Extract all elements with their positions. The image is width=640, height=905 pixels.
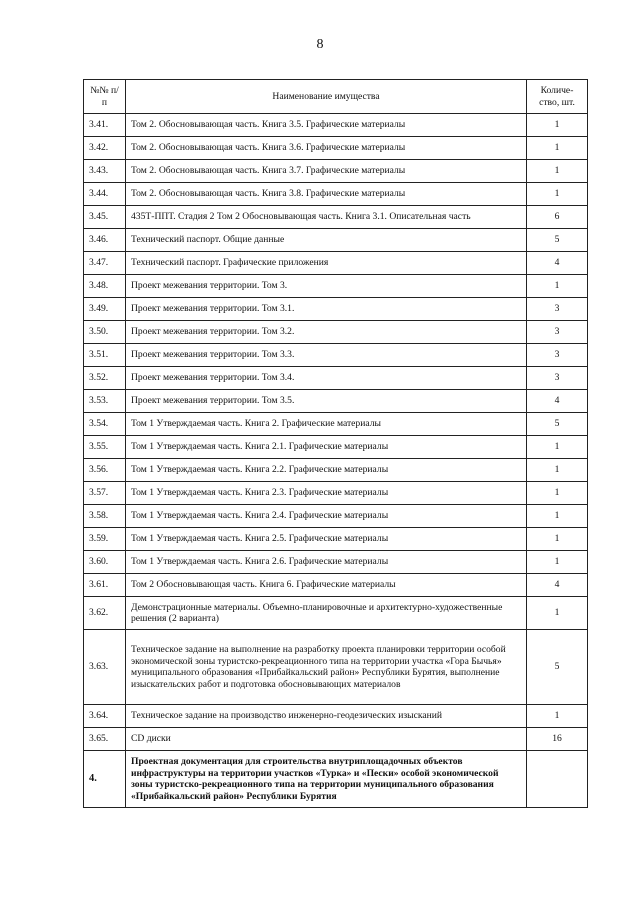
table-row — [84, 482, 588, 505]
row-number: 3.54. — [84, 413, 126, 436]
row-name: Том 1 Утверждаемая часть. Книга 2.6. Графические материалы — [126, 551, 527, 574]
row-name: Проект межевания территории. Том 3.5. — [126, 390, 527, 413]
row-quantity: 5 — [527, 413, 588, 436]
table-row — [84, 160, 588, 183]
row-number: 3.63. — [84, 630, 126, 705]
row-number: 3.50. — [84, 321, 126, 344]
row-number: 3.46. — [84, 229, 126, 252]
table-row — [84, 551, 588, 574]
row-name: Том 2. Обосновывающая часть. Книга 3.5. Графические материалы — [126, 114, 527, 137]
row-number: 3.59. — [84, 528, 126, 551]
table-row — [84, 344, 588, 367]
row-quantity: 3 — [527, 321, 588, 344]
row-number: 3.62. — [84, 597, 126, 630]
row-quantity: 1 — [527, 551, 588, 574]
table-row — [84, 183, 588, 206]
row-number: 3.51. — [84, 344, 126, 367]
row-number: 3.56. — [84, 459, 126, 482]
table-row — [84, 137, 588, 160]
row-name: Том 1 Утверждаемая часть. Книга 2. Графические материалы — [126, 413, 527, 436]
row-name: Том 2 Обосновывающая часть. Книга 6. Графические материалы — [126, 574, 527, 597]
table-row — [84, 298, 588, 321]
row-number: 3.45. — [84, 206, 126, 229]
row-quantity: 4 — [527, 574, 588, 597]
row-name: Том 1 Утверждаемая часть. Книга 2.2. Графические материалы — [126, 459, 527, 482]
table-row — [84, 229, 588, 252]
row-name: Проект межевания территории. Том 3.4. — [126, 367, 527, 390]
row-name: Проект межевания территории. Том 3.3. — [126, 344, 527, 367]
table-row — [84, 630, 588, 705]
row-quantity: 5 — [527, 630, 588, 705]
table-row — [84, 528, 588, 551]
row-number: 3.64. — [84, 705, 126, 728]
row-name: Проект межевания территории. Том 3.2. — [126, 321, 527, 344]
row-quantity: 16 — [527, 728, 588, 751]
row-name: Том 1 Утверждаемая часть. Книга 2.3. Графические материалы — [126, 482, 527, 505]
table-row — [84, 367, 588, 390]
row-name: Демонстрационные материалы. Объемно-планировочные и архитектурно-художественные решения (2 варианта) — [126, 597, 527, 630]
row-number: 3.58. — [84, 505, 126, 528]
row-quantity: 4 — [527, 390, 588, 413]
table-row — [84, 459, 588, 482]
row-name: Техническое задание на производство инженерно-геодезических изысканий — [126, 705, 527, 728]
inventory-table — [83, 79, 588, 808]
row-number: 3.60. — [84, 551, 126, 574]
row-number: 3.43. — [84, 160, 126, 183]
section-name: Проектная документация для строительства внутриплощадочных объектов инфраструктуры на территории участков «Турка» и «Пески» особой экономической зоны туристско-рекреационного типа на территории муниципального образования «Прибайкальский район» Республики Бурятия — [126, 751, 527, 808]
header-name: Наименование имущества — [126, 80, 527, 114]
row-name: Том 1 Утверждаемая часть. Книга 2.1. Графические материалы — [126, 436, 527, 459]
row-quantity: 1 — [527, 275, 588, 298]
row-name: Проект межевания территории. Том 3. — [126, 275, 527, 298]
row-name: Том 2. Обосновывающая часть. Книга 3.8. Графические материалы — [126, 183, 527, 206]
row-name: 435Т-ППТ. Стадия 2 Том 2 Обосновывающая часть. Книга 3.1. Описательная часть — [126, 206, 527, 229]
row-number: 3.47. — [84, 252, 126, 275]
row-quantity: 6 — [527, 206, 588, 229]
table-row — [84, 574, 588, 597]
table-row — [84, 728, 588, 751]
row-name: Том 2. Обосновывающая часть. Книга 3.6. Графические материалы — [126, 137, 527, 160]
row-quantity: 5 — [527, 229, 588, 252]
row-number: 3.41. — [84, 114, 126, 137]
row-quantity: 4 — [527, 252, 588, 275]
row-name: Том 1 Утверждаемая часть. Книга 2.5. Графические материалы — [126, 528, 527, 551]
row-quantity: 1 — [527, 114, 588, 137]
section-quantity — [527, 751, 588, 808]
row-number: 3.49. — [84, 298, 126, 321]
row-quantity: 1 — [527, 482, 588, 505]
table-row — [84, 597, 588, 630]
row-name: Технический паспорт. Графические приложения — [126, 252, 527, 275]
row-number: 3.57. — [84, 482, 126, 505]
table-row — [84, 705, 588, 728]
table-row — [84, 321, 588, 344]
row-quantity: 3 — [527, 367, 588, 390]
row-quantity: 1 — [527, 459, 588, 482]
row-quantity: 1 — [527, 436, 588, 459]
row-quantity: 1 — [527, 160, 588, 183]
row-name: Технический паспорт. Общие данные — [126, 229, 527, 252]
row-number: 3.48. — [84, 275, 126, 298]
row-quantity: 1 — [527, 705, 588, 728]
row-number: 3.44. — [84, 183, 126, 206]
table-row — [84, 436, 588, 459]
row-name: Проект межевания территории. Том 3.1. — [126, 298, 527, 321]
page-number: 8 — [316, 37, 324, 52]
table-row — [84, 252, 588, 275]
row-number: 3.42. — [84, 137, 126, 160]
table-row — [84, 413, 588, 436]
section-number: 4. — [84, 751, 126, 808]
row-quantity: 1 — [527, 183, 588, 206]
header-number: №№ п/п — [84, 80, 126, 114]
table-row — [84, 206, 588, 229]
row-quantity: 1 — [527, 528, 588, 551]
header-quantity: Количе-ство, шт. — [527, 80, 588, 114]
row-quantity: 1 — [527, 137, 588, 160]
row-name: Том 2. Обосновывающая часть. Книга 3.7. Графические материалы — [126, 160, 527, 183]
row-name: CD диски — [126, 728, 527, 751]
section-row — [84, 751, 588, 808]
table-row — [84, 114, 588, 137]
row-quantity: 3 — [527, 298, 588, 321]
row-number: 3.65. — [84, 728, 126, 751]
row-number: 3.61. — [84, 574, 126, 597]
row-name: Том 1 Утверждаемая часть. Книга 2.4. Графические материалы — [126, 505, 527, 528]
row-quantity: 3 — [527, 344, 588, 367]
table-header-row — [84, 80, 588, 114]
table-row — [84, 390, 588, 413]
row-quantity: 1 — [527, 505, 588, 528]
table-body — [84, 114, 588, 808]
table-row — [84, 505, 588, 528]
row-quantity: 1 — [527, 597, 588, 630]
row-number: 3.55. — [84, 436, 126, 459]
row-name: Техническое задание на выполнение на разработку проекта планировки территории особой экономической зоны туристско-рекреационного типа на территории участка «Гора Бычья» муниципального образования «Прибайкальский район» Республики Бурятия, выполнение изыскательских работ и подготовка обосновывающих материалов — [126, 630, 527, 705]
table-row — [84, 275, 588, 298]
row-number: 3.52. — [84, 367, 126, 390]
row-number: 3.53. — [84, 390, 126, 413]
